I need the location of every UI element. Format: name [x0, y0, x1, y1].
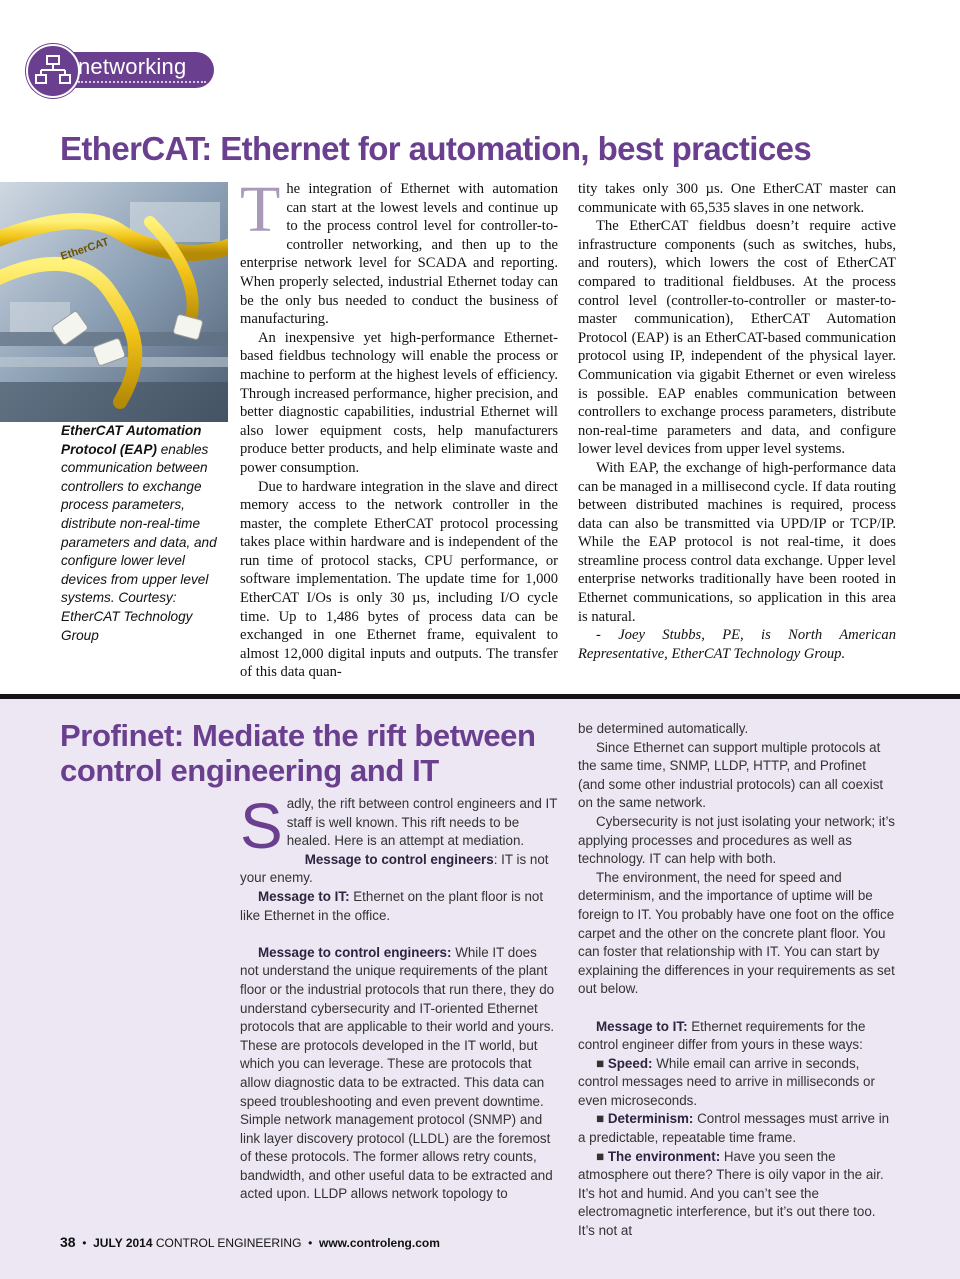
bullet-text: Control messages must arrive in a predictable, repeatable time frame. — [578, 1111, 890, 1146]
message-text: : IT is not your enemy. — [240, 851, 549, 886]
message-label: Message to IT: — [258, 888, 350, 904]
paragraph: With EAP, the exchange of high-performance data can be managed in a millisecond cycle. If data routing between distributed machines is required, process data can also be transmitted via UPD/IP or TCP/IP. While the EAP protocol is not real-time, it does streamline process control data exchange. Upper level enterprise networks traditionally have been rooted in Ethernet communications, so application in this area is natural. — [578, 459, 896, 625]
message-label: Message to IT: — [596, 1018, 688, 1034]
paragraph: The environment, the need for speed and determinism, and the importance of uptime will be foreign to IT. You probably have one foot on the office carpet and the other on the concrete plant floor. You can foster that relationship with IT. You can start by explaining the differences in your requirements as set out below. — [578, 869, 895, 997]
article-column-1 — [240, 173, 558, 682]
paragraph — [240, 851, 558, 888]
bullet-item — [578, 1148, 896, 1241]
network-icon — [26, 44, 80, 98]
author-byline: - Joey Stubbs, PE, is North American Representative, EtherCAT Technology Group. — [578, 627, 896, 662]
bullet-square-icon: ■ — [596, 1111, 608, 1127]
spacer — [578, 999, 896, 1018]
paragraph: Due to hardware integration in the slave and direct memory access to the network controller in the master, the complete EtherCAT protocol processing takes place within hardware and is independent of the run time of protocol stacks, CPU performance, or software implementation. The update time for 1,000 EtherCAT I/Os is only 30 µs, including I/O cycle time. Up to 1,486 bytes of process data can be exchanged in one Ethernet frame, equivalent to almost 12,000 digital inputs and outputs. The transfer of this data quan- — [240, 478, 558, 681]
dropcap: S — [240, 790, 283, 862]
article-headline: EtherCAT: Ethernet for automation, best practices — [60, 130, 812, 167]
bullet-label: Determinism: — [607, 1111, 694, 1127]
photo-cable-text: EtherCAT — [59, 236, 111, 263]
paragraph: tity takes only 300 µs. One EtherCAT master can communicate with 65,535 slaves in one network. — [578, 181, 896, 216]
sidebar-headline: Profinet: Mediate the rift between control engineering and IT — [60, 718, 536, 788]
article-column-2 — [578, 180, 896, 663]
sidebar-column-2 — [578, 720, 896, 1241]
paragraph — [240, 944, 558, 1204]
sidebar-column-1 — [240, 790, 558, 1204]
issue-date: JULY 2014 — [93, 1236, 153, 1250]
paragraph: An inexpensive yet high-performance Ethernet-based fieldbus technology will enable the process or machine to perform at the highest levels of efficiency. Through increased performance, higher precision, and better diagnostic capabilities, industrial Ethernet will also lower equipment costs, help manufacturers produce better products, and help eliminate waste and power consumption. — [240, 329, 558, 476]
section-tag-label: networking — [78, 54, 187, 79]
bullet-text: Have you seen the atmosphere out there? There is oily vapor in the air. It’s hot and humid. And you can’t see the electromagnetic interference, but it’s out there too. It’s not at — [578, 1148, 884, 1239]
dropcap: T — [240, 173, 281, 246]
spacer — [240, 925, 558, 944]
page-footer — [60, 1234, 440, 1250]
message-label: Message to control engineers: — [258, 944, 452, 960]
bullet-text: While email can arrive in seconds, control messages need to arrive in milliseconds or even microseconds. — [578, 1055, 875, 1108]
article-photo — [0, 182, 228, 422]
bullet-square-icon: ■ — [596, 1148, 608, 1164]
message-label: Message to control engineers — [304, 851, 494, 867]
paragraph: Cybersecurity is not just isolating your network; it’s applying processes and procedures as well as technology. IT can help with both. — [578, 813, 895, 867]
paragraph: Since Ethernet can support multiple protocols at the same time, SNMP, LLDP, HTTP, and Profinet (and some other industrial protocols) can all coexist on the same network. — [578, 739, 884, 811]
paragraph: be determined automatically. — [578, 721, 749, 736]
paragraph — [578, 1018, 896, 1055]
website-link[interactable]: www.controleng.com — [318, 1236, 440, 1250]
caption-bold: EtherCAT Automation Protocol (EAP) — [61, 423, 202, 457]
section-tag — [26, 44, 214, 94]
page-number: 38 — [60, 1234, 76, 1250]
message-text: While IT does not understand the unique requirements of the plant floor or the industrial protocols that run there, they do understand cybersecurity and IT-oriented Ethernet protocols that are applicable to their world and yours. These are protocols developed in the IT world, but which you can leverage. These are protocols that allow diagnostic data to be extracted. This data can speed troubleshooting and even prevent downtime. Simple network management protocol (SNMP) and link layer discovery protocol (LLDL) are the foremost of these protocols. The former allows retry counts, bandwidth, and other useful data to be extracted and acted upon. LLDP allows network topology to — [240, 944, 555, 1202]
photo-caption — [61, 422, 226, 645]
message-text: Ethernet on the plant floor is not like Ethernet in the office. — [240, 888, 544, 923]
paragraph — [240, 173, 558, 329]
caption-text: enables communication between controllers to exchange process parameters, distribute non-real-time parameters and data, and configure lower level devices from upper level systems. Courtesy: EtherCAT Technology Group — [61, 441, 217, 643]
section-tag-dots — [78, 81, 206, 83]
message-text: Ethernet requirements for the control engineer differ from yours in these ways: — [578, 1018, 866, 1053]
paragraph: The EtherCAT fieldbus doesn’t require active infrastructure components (such as switches, hubs, and routers), which lowers the cost of EtherCAT compared to traditional fieldbuses. At the process control level (controller-to-controller or master-to-master communication), EtherCAT Automation Protocol (EAP) is an EtherCAT-based communication protocol using IP, independent of the physical layer. Communication via gigabit Ethernet or even wireless is possible. EAP enables communication between controllers to exchange process parameters, distribute non-real-time parameters and data, and configure lower level devices from upper level systems. — [578, 218, 896, 458]
paragraph — [240, 888, 558, 925]
bullet-item — [578, 1110, 896, 1147]
paragraph-text: adly, the rift between control engineers and IT staff is well known. This rift needs to be healed. Here is an attempt at mediation. — [286, 796, 558, 849]
magazine-name: CONTROL ENGINEERING — [155, 1236, 302, 1250]
bullet-label: The environment: — [607, 1148, 721, 1164]
bullet-item — [578, 1055, 896, 1111]
bullet-square-icon: ■ — [596, 1055, 608, 1071]
bullet-label: Speed: — [607, 1055, 653, 1071]
footer-bullet: • — [308, 1236, 313, 1250]
paragraph-text: he integration of Ethernet with automation can start at the lowest levels and continue up to the process control level for controller-to-controller networking, and then up to the enterprise network level for SCADA and reporting. When properly selected, industrial Ethernet today can be the only bus needed to conduct the business of manufacturing. — [240, 181, 558, 328]
footer-bullet: • — [82, 1236, 87, 1250]
